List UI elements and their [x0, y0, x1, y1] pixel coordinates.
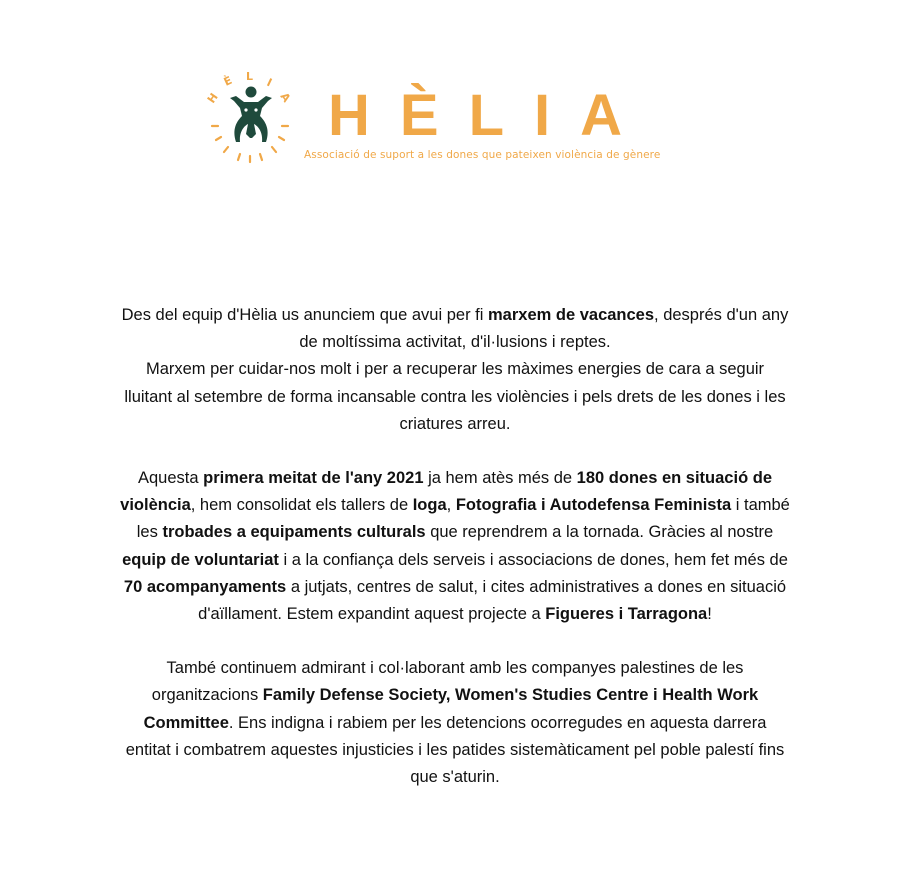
emblem-letter-h: H	[204, 90, 221, 106]
highlight-text: Fotografia i Autodefensa Feminista	[455, 496, 732, 515]
emblem-letter-a: A	[277, 90, 294, 105]
highlight-text: primera meitat de l'any 2021	[203, 469, 424, 488]
highlight-text: trobades a equipaments culturals	[162, 523, 426, 542]
emblem-letter-e: È	[221, 73, 235, 89]
highlight-text: Family Defense Society, Women's Studies Centre i Health Work Committee	[143, 686, 759, 732]
highlight-text: equip de voluntariat	[122, 550, 279, 569]
logo-wordmark: HÈLIA	[328, 83, 652, 148]
paragraph-palestina: També continuem admirant i col·laborant amb les companyes palestines de les organitzacions Family Defense Society, Women's Studies Centre i Health Work Committee. Ens indigna i rabiem per les detencions ocorregudes en aquesta darrera entitat i combatrem aquestes injusticies i les patides sistemàticament pel poble palestí fins que s'aturin.	[125, 659, 785, 787]
highlight-text: 70 acompanyaments	[123, 577, 287, 596]
emblem-letter-i: I	[264, 75, 274, 90]
logo-tagline: Associació de suport a les dones que pateixen violència de gènere	[304, 149, 661, 161]
highlight-text: Figueres i Tarragona	[545, 605, 708, 624]
highlight-text: 180 dones en situació de violència	[120, 469, 772, 515]
highlight-text: marxem de vacances	[488, 306, 655, 324]
helia-emblem-icon	[200, 68, 300, 168]
helia-logo	[200, 68, 680, 168]
paragraph-balanc: Aquesta primera meitat de l'any 2021 ja hem atès més de 180 dones en situació de violència, hem consolidat els tallers de Ioga, Fotografia i Autodefensa Feminista i també les trobades a equipaments culturals que reprendrem a la tornada. Gràcies al nostre equip de voluntariat i a la confiança dels serveis i associacions de dones, hem fet més de 70 acompanyaments a jutjats, centres de salut, i cites administratives a dones en situació d'aïllament. Estem expandint aquest projecte a Figueres i Tarragona!	[120, 469, 790, 624]
paragraph-vacances: Des del equip d'Hèlia us anunciem que avui per fi marxem de vacances, després d'un any de moltíssima activitat, d'il·lusions i reptes. Marxem per cuidar-nos molt i per a recuperar les màximes energies de cara a seguir lluitant al setembre de forma incansable contra les violències i pels drets de les dones i les criatures arreu.	[121, 306, 789, 433]
newsletter-body	[120, 302, 790, 818]
highlight-text: Ioga	[412, 496, 447, 515]
emblem-letter-l: L	[246, 70, 254, 83]
